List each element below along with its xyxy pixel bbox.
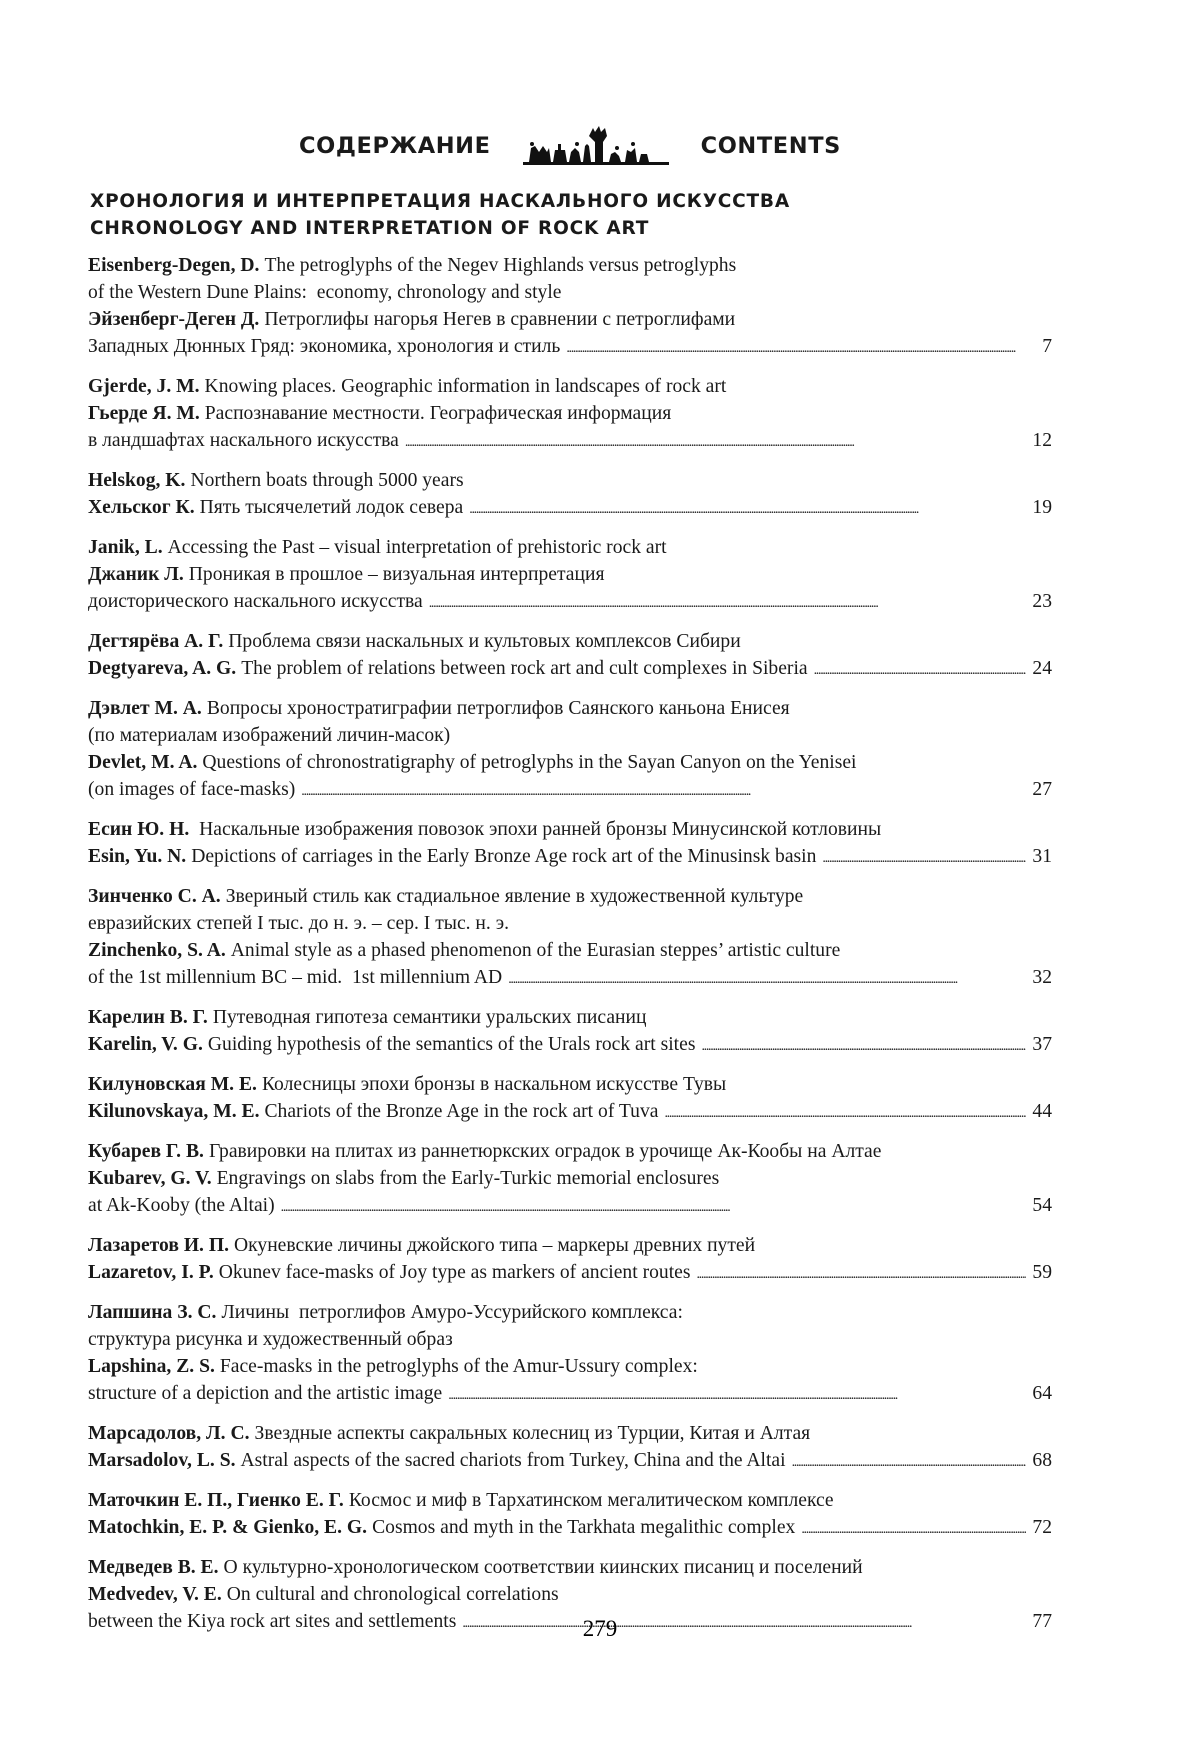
entry-author: Зинченко С. А.	[88, 886, 221, 907]
entry-author: Эйзенберг-Деген Д.	[88, 309, 260, 330]
entry-title: Animal style as a phased phenomenon of the Eurasian steppes’ artistic culture	[230, 940, 841, 961]
entry-title: Личины петроглифов Амуро-Уссурийского комплекса:	[221, 1302, 683, 1323]
entry-line	[88, 1192, 1052, 1221]
entry-author: Есин Ю. Н.	[88, 819, 190, 840]
entry-title: Колесницы эпохи бронзы в наскальном искусстве Тувы	[261, 1074, 727, 1095]
entry-line	[88, 1138, 1052, 1165]
entry-line	[88, 1380, 1052, 1409]
entry-line	[88, 588, 1052, 617]
entry-title: Astral aspects of the sacred chariots from Turkey, China and the Altai	[240, 1450, 786, 1471]
entry-title: Космос и миф в Тархатинском мегалитическом комплексе	[348, 1490, 834, 1511]
contents-entry[interactable]	[88, 252, 1052, 362]
entry-title: Questions of chronostratigraphy of petroglyphs in the Sayan Canyon on the Yenisei	[202, 752, 857, 773]
entry-author: Lapshina, Z. S.	[88, 1356, 215, 1377]
entry-title: Петроглифы нагорья Негев в сравнении с петроглифами	[264, 309, 736, 330]
entry-title: структура рисунка и художественный образ	[88, 1329, 453, 1350]
entry-author: Гьерде Я. М.	[88, 403, 200, 424]
contents-entry[interactable]	[88, 883, 1052, 993]
entry-title: The problem of relations between rock art and cult complexes in Siberia	[241, 658, 808, 679]
entry-author: Джаник Л.	[88, 564, 184, 585]
entry-title: Guiding hypothesis of the semantics of the Urals rock art sites	[207, 1034, 696, 1055]
contents-title-en: CONTENTS	[700, 133, 841, 159]
entry-page-number[interactable]: 24	[1032, 658, 1052, 679]
entry-title: Пять тысячелетий лодок севера	[199, 497, 464, 518]
entry-page-number[interactable]: 54	[1032, 1195, 1052, 1216]
entry-title: at Ak-Kooby (the Altai)	[88, 1195, 275, 1216]
contents-entry[interactable]	[88, 1420, 1052, 1476]
entry-author: Gjerde, J. M.	[88, 376, 200, 397]
entry-line	[88, 695, 1052, 722]
entry-title: Проникая в прошлое – визуальная интерпретация	[188, 564, 605, 585]
entry-title: Chariots of the Bronze Age in the rock art of Tuva	[264, 1101, 659, 1122]
rock-art-emblem-icon	[521, 122, 671, 170]
entry-line	[88, 561, 1052, 588]
entry-line	[88, 534, 1052, 561]
entry-line	[88, 843, 1052, 872]
entry-title: structure of a depiction and the artistic image	[88, 1383, 443, 1404]
entry-page-number[interactable]: 68	[1032, 1450, 1052, 1471]
dot-leader	[701, 1031, 1026, 1060]
entry-title: Распознавание местности. Географическая информация	[204, 403, 672, 424]
entry-line	[88, 1514, 1052, 1543]
entry-line	[88, 964, 1052, 993]
entry-title: of the 1st millennium BC – mid. 1st millennium AD	[88, 967, 503, 988]
entry-title: евразийских степей I тыс. до н. э. – сер. I тыс. н. э.	[88, 913, 510, 934]
entry-author: Esin, Yu. N.	[88, 846, 187, 867]
contents-entry[interactable]	[88, 1071, 1052, 1127]
entry-title: between the Kiya rock art sites and settlements	[88, 1611, 457, 1632]
entry-title: Accessing the Past – visual interpretation of prehistoric rock art	[167, 537, 667, 558]
entry-title: Проблема связи наскальных и культовых комплексов Сибири	[228, 631, 741, 652]
entry-author: Дегтярёва А. Г.	[88, 631, 224, 652]
entry-line	[88, 333, 1052, 362]
entry-title: Западных Дюнных Гряд: экономика, хронология и стиль	[88, 336, 561, 357]
entry-title: Звездные аспекты сакральных колесниц из Турции, Китая и Алтая	[254, 1423, 811, 1444]
entry-page-number[interactable]: 32	[1032, 967, 1052, 988]
contents-title-ru: СОДЕРЖАНИЕ	[299, 133, 491, 159]
entry-title: The petroglyphs of the Negev Highlands versus petroglyphs	[264, 255, 737, 276]
entry-line	[88, 1071, 1052, 1098]
contents-entry[interactable]	[88, 628, 1052, 684]
entry-line	[88, 1353, 1052, 1380]
entry-page-number[interactable]: 72	[1032, 1517, 1052, 1538]
dot-leader	[792, 1447, 1027, 1476]
entry-page-number[interactable]: 23	[1032, 591, 1052, 612]
entry-title: Face-masks in the petroglyphs of the Amur-Ussury complex:	[219, 1356, 698, 1377]
contents-entry[interactable]	[88, 467, 1052, 523]
entry-author: Karelin, V. G.	[88, 1034, 203, 1055]
entry-page-number[interactable]: 64	[1032, 1383, 1052, 1404]
entry-author: Zinchenko, S. A.	[88, 940, 226, 961]
entry-line	[88, 1420, 1052, 1447]
entry-line	[88, 1165, 1052, 1192]
entry-author: Devlet, M. A.	[88, 752, 198, 773]
entry-author: Medvedev, V. E.	[88, 1584, 222, 1605]
entry-title: Engravings on slabs from the Early-Turkic memorial enclosures	[216, 1168, 720, 1189]
entry-line	[88, 1554, 1052, 1581]
entry-author: Lazaretov, I. P.	[88, 1262, 214, 1283]
section-heading	[90, 188, 1052, 242]
entry-line	[88, 910, 1052, 937]
entry-line	[88, 1031, 1052, 1060]
entry-line	[88, 749, 1052, 776]
entry-author: Дэвлет М. А.	[88, 698, 202, 719]
dot-leader	[566, 333, 1036, 362]
dot-leader	[814, 655, 1027, 684]
dot-leader	[696, 1259, 1026, 1288]
contents-entry[interactable]	[88, 816, 1052, 872]
entry-title: (on images of face-masks)	[88, 779, 296, 800]
entry-line	[88, 1326, 1052, 1353]
contents-header	[88, 118, 1052, 174]
dot-leader	[822, 843, 1026, 872]
contents-entry[interactable]	[88, 1138, 1052, 1221]
entry-title: Depictions of carriages in the Early Bronze Age rock art of the Minusinsk basin	[191, 846, 817, 867]
entry-author: Медведев В. Е.	[88, 1557, 219, 1578]
entry-author: Kubarev, G. V.	[88, 1168, 212, 1189]
contents-entry[interactable]	[88, 373, 1052, 456]
contents-entry[interactable]	[88, 534, 1052, 617]
entry-title: Knowing places. Geographic information in landscapes of rock art	[204, 376, 727, 397]
entry-line	[88, 937, 1052, 964]
dot-leader	[508, 964, 1026, 993]
entry-author: Кубарев Г. В.	[88, 1141, 204, 1162]
entry-line	[88, 1581, 1052, 1608]
contents-entry[interactable]	[88, 695, 1052, 805]
page-number: 279	[582, 1616, 618, 1641]
entry-title: On cultural and chronological correlations	[226, 1584, 559, 1605]
entry-title: Cosmos and myth in the Tarkhata megalithic complex	[372, 1517, 796, 1538]
entry-title: of the Western Dune Plains: economy, chronology and style	[88, 282, 562, 303]
entry-title: (по материалам изображений личин-масок)	[88, 725, 451, 746]
entry-line	[88, 1259, 1052, 1288]
entry-title: Путеводная гипотеза семантики уральских писаниц	[212, 1007, 647, 1028]
entry-author: Хельског К.	[88, 497, 195, 518]
entry-author: Kilunovskaya, M. E.	[88, 1101, 260, 1122]
entry-author: Маточкин Е. П., Гиенко Е. Г.	[88, 1490, 344, 1511]
entry-author: Лазаретов И. П.	[88, 1235, 229, 1256]
contents-entry[interactable]	[88, 1232, 1052, 1288]
entry-page-number[interactable]: 77	[1032, 1611, 1052, 1632]
entry-line	[88, 1299, 1052, 1326]
entry-line	[88, 306, 1052, 333]
entry-author: Лапшина З. С.	[88, 1302, 217, 1323]
entry-line	[88, 722, 1052, 749]
entry-line	[88, 1447, 1052, 1476]
entry-page-number[interactable]: 27	[1032, 779, 1052, 800]
entry-author: Helskog, K.	[88, 470, 186, 491]
entry-author: Matochkin, E. P. & Gienko, E. G.	[88, 1517, 368, 1538]
entry-author: Janik, L.	[88, 537, 163, 558]
entry-line	[88, 279, 1052, 306]
entry-title: Вопросы хроностратиграфии петроглифов Саянского каньона Енисея	[206, 698, 790, 719]
dot-leader	[801, 1514, 1026, 1543]
contents-page	[88, 118, 1052, 1648]
entry-author: Eisenberg-Degen, D.	[88, 255, 260, 276]
dot-leader	[469, 494, 1026, 523]
entry-line	[88, 655, 1052, 684]
section-title-en: CHRONOLOGY AND INTERPRETATION OF ROCK ART	[90, 218, 650, 239]
contents-entries	[88, 252, 1052, 1637]
entry-line	[88, 816, 1052, 843]
dot-leader	[281, 1192, 1027, 1221]
entry-title: Northern boats through 5000 years	[190, 470, 464, 491]
entry-title: О культурно-хронологическом соответствии киинских писаниц и поселений	[223, 1557, 863, 1578]
entry-title: доисторического наскального искусства	[88, 591, 423, 612]
dot-leader	[664, 1098, 1026, 1127]
dot-leader	[429, 588, 1027, 617]
entry-line	[88, 1004, 1052, 1031]
entry-title: Наскальные изображения повозок эпохи ранней бронзы Минусинской котловины	[194, 819, 882, 840]
entry-title: Окуневские личины джойского типа – маркеры древних путей	[234, 1235, 756, 1256]
dot-leader	[448, 1380, 1026, 1409]
entry-page-number[interactable]: 44	[1032, 1101, 1052, 1122]
dot-leader	[301, 776, 1026, 805]
entry-author: Карелин В. Г.	[88, 1007, 208, 1028]
entry-page-number[interactable]: 7	[1042, 336, 1052, 357]
contents-entry[interactable]	[88, 1004, 1052, 1060]
entry-line	[88, 494, 1052, 523]
entry-author: Degtyareva, A. G.	[88, 658, 237, 679]
entry-line	[88, 883, 1052, 910]
entry-page-number[interactable]: 12	[1032, 430, 1052, 451]
entry-line	[88, 776, 1052, 805]
entry-line	[88, 1232, 1052, 1259]
entry-line	[88, 252, 1052, 279]
entry-line	[88, 467, 1052, 494]
entry-line	[88, 400, 1052, 427]
section-title-ru: ХРОНОЛОГИЯ И ИНТЕРПРЕТАЦИЯ НАСКАЛЬНОГО ИСКУССТВА	[90, 191, 790, 212]
entry-page-number[interactable]: 19	[1032, 497, 1052, 518]
entry-line	[88, 1098, 1052, 1127]
entry-title: в ландшафтах наскального искусства	[88, 430, 399, 451]
entry-author: Marsadolov, L. S.	[88, 1450, 236, 1471]
entry-line	[88, 628, 1052, 655]
entry-author: Килуновская М. Е.	[88, 1074, 257, 1095]
entry-page-number[interactable]: 37	[1032, 1034, 1052, 1055]
entry-title: Okunev face-masks of Joy type as markers of ancient routes	[218, 1262, 691, 1283]
entry-line	[88, 427, 1052, 456]
entry-line	[88, 373, 1052, 400]
entry-line	[88, 1487, 1052, 1514]
entry-title: Звериный стиль как стадиальное явление в художественной культуре	[225, 886, 804, 907]
contents-entry[interactable]	[88, 1299, 1052, 1409]
dot-leader	[405, 427, 1027, 456]
entry-page-number[interactable]: 59	[1032, 1262, 1052, 1283]
contents-entry[interactable]	[88, 1487, 1052, 1543]
entry-title: Гравировки на плитах из раннетюркских оградок в урочище Ак-Кообы на Алтае	[208, 1141, 882, 1162]
entry-page-number[interactable]: 31	[1032, 846, 1052, 867]
entry-author: Марсадолов, Л. С.	[88, 1423, 250, 1444]
